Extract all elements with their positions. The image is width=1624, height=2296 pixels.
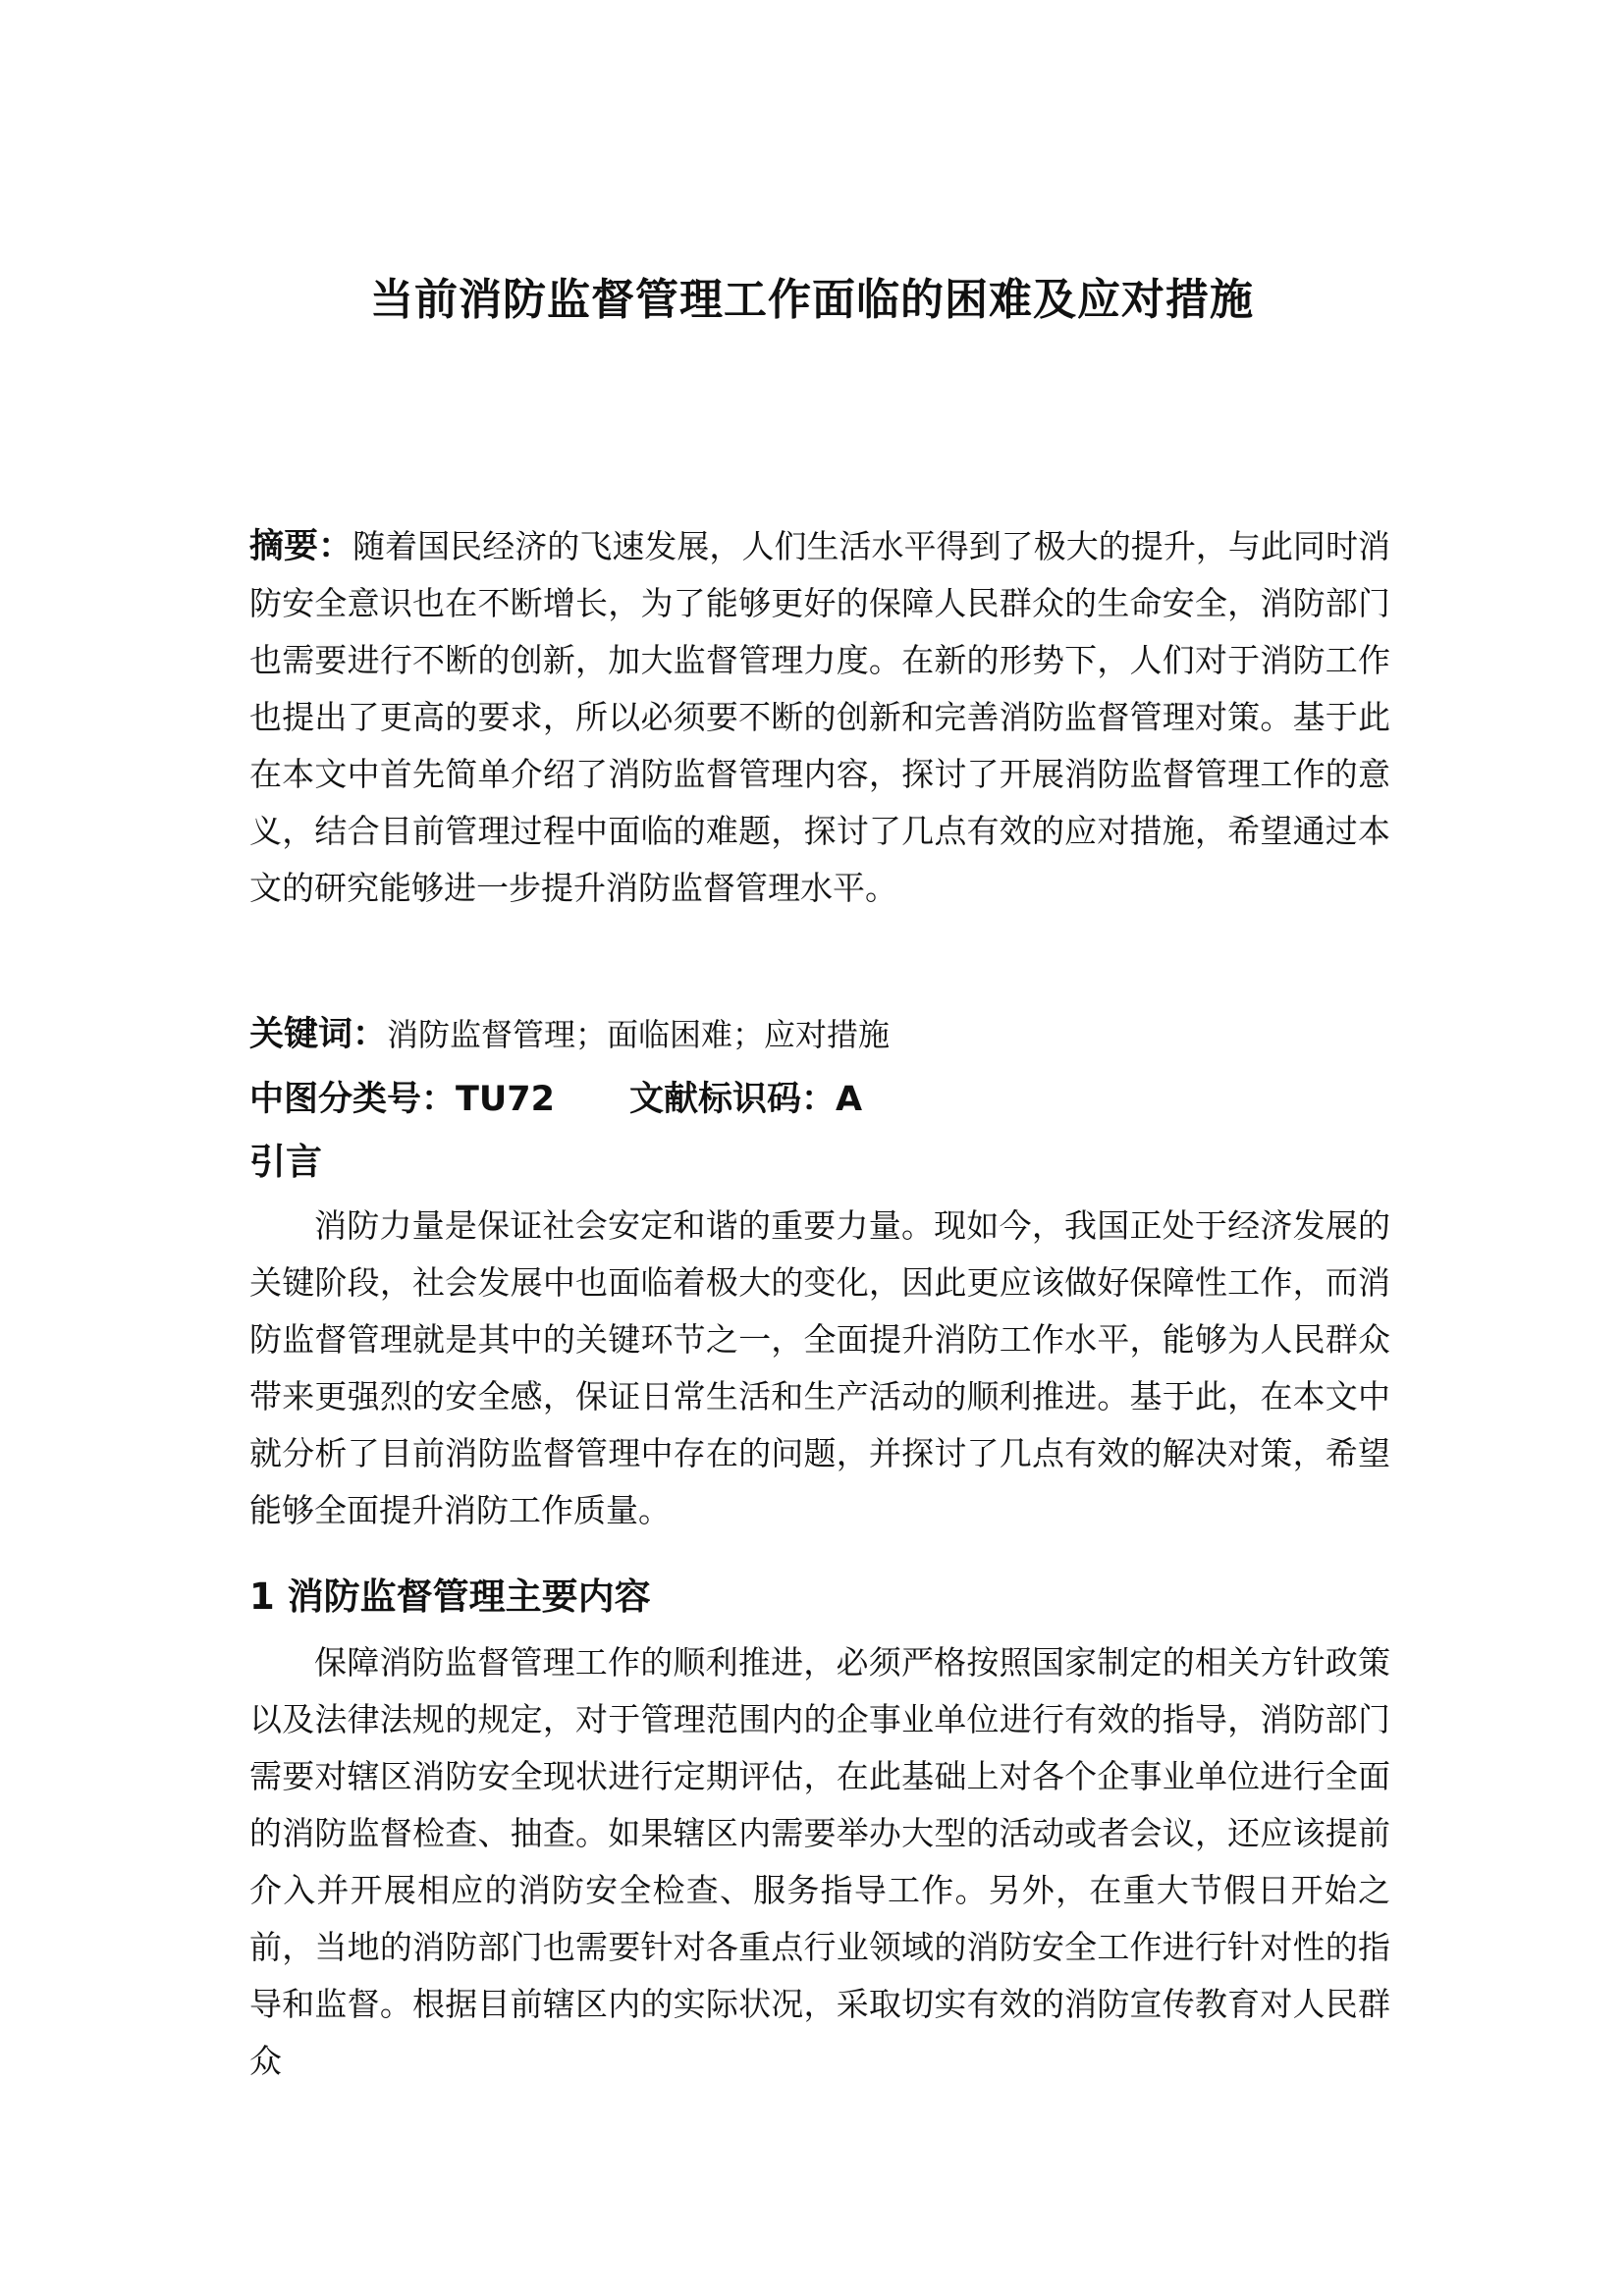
section-1-paragraph: 保障消防监督管理工作的顺利推进，必须严格按照国家制定的相关方针政策以及法律法规的规定，对于管理范围内的企事业单位进行有效的指导，消防部门需要对辖区消防安全现状进行定期评估，在此基础上对各个企事业单位进行全面的消防监督检查、抽查。如果辖区内需要举办大型的活动或者会议，还应该提前介入并开展相应的消防安全检查、服务指导工作。另外，在重大节假日开始之前，当地的消防部门也需要针对各重点行业领域的消防安全工作进行针对性的指导和监督。根据目前辖区内的实际状况，采取切实有效的消防宣传教育对人民群众 — [249, 1643, 1390, 2080]
paper-title: 当前消防监督管理工作面临的困难及应对措施 — [370, 275, 1254, 325]
section-1-heading: 1 消防监督管理主要内容 — [249, 1575, 651, 1618]
keywords-text: 消防监督管理；面临困难；应对措施 — [387, 1016, 891, 1053]
intro-paragraph: 消防力量是保证社会安定和谐的重要力量。现如今，我国正处于经济发展的关键阶段，社会发展中也面临着极大的变化，因此更应该做好保障性工作，而消防监督管理就是其中的关键环节之一，全面提升消防工作水平，能够为人民群众带来更强烈的安全感，保证日常生活和生产活动的顺利推进。基于此，在本文中就分析了目前消防监督管理中存在的问题，并探讨了几点有效的解决对策，希望能够全面提升消防工作质量。 — [249, 1206, 1390, 1529]
keywords-label: 关键词： — [249, 1015, 388, 1054]
abstract — [249, 518, 1390, 917]
keywords — [249, 1009, 1390, 1060]
clc-number: 中图分类号：TU72 — [249, 1080, 556, 1119]
intro-heading: 引言 — [249, 1141, 322, 1183]
classification-line — [249, 1074, 1390, 1125]
document-code: 文献标识码：A — [629, 1080, 863, 1119]
abstract-text: 随着国民经济的飞速发展，人们生活水平得到了极大的提升，与此同时消防安全意识也在不断增长，为了能够更好的保障人民群众的生命安全，消防部门也需要进行不断的创新，加大监督管理力度。在新的形势下，人们对于消防工作也提出了更高的要求，所以必须要不断的创新和完善消防监督管理对策。基于此在本文中首先简单介绍了消防监督管理内容，探讨了开展消防监督管理工作的意义，结合目前管理过程中面临的难题，探讨了几点有效的应对措施，希望通过本文的研究能够进一步提升消防监督管理水平。 — [249, 527, 1390, 907]
abstract-label: 摘要： — [249, 527, 353, 566]
